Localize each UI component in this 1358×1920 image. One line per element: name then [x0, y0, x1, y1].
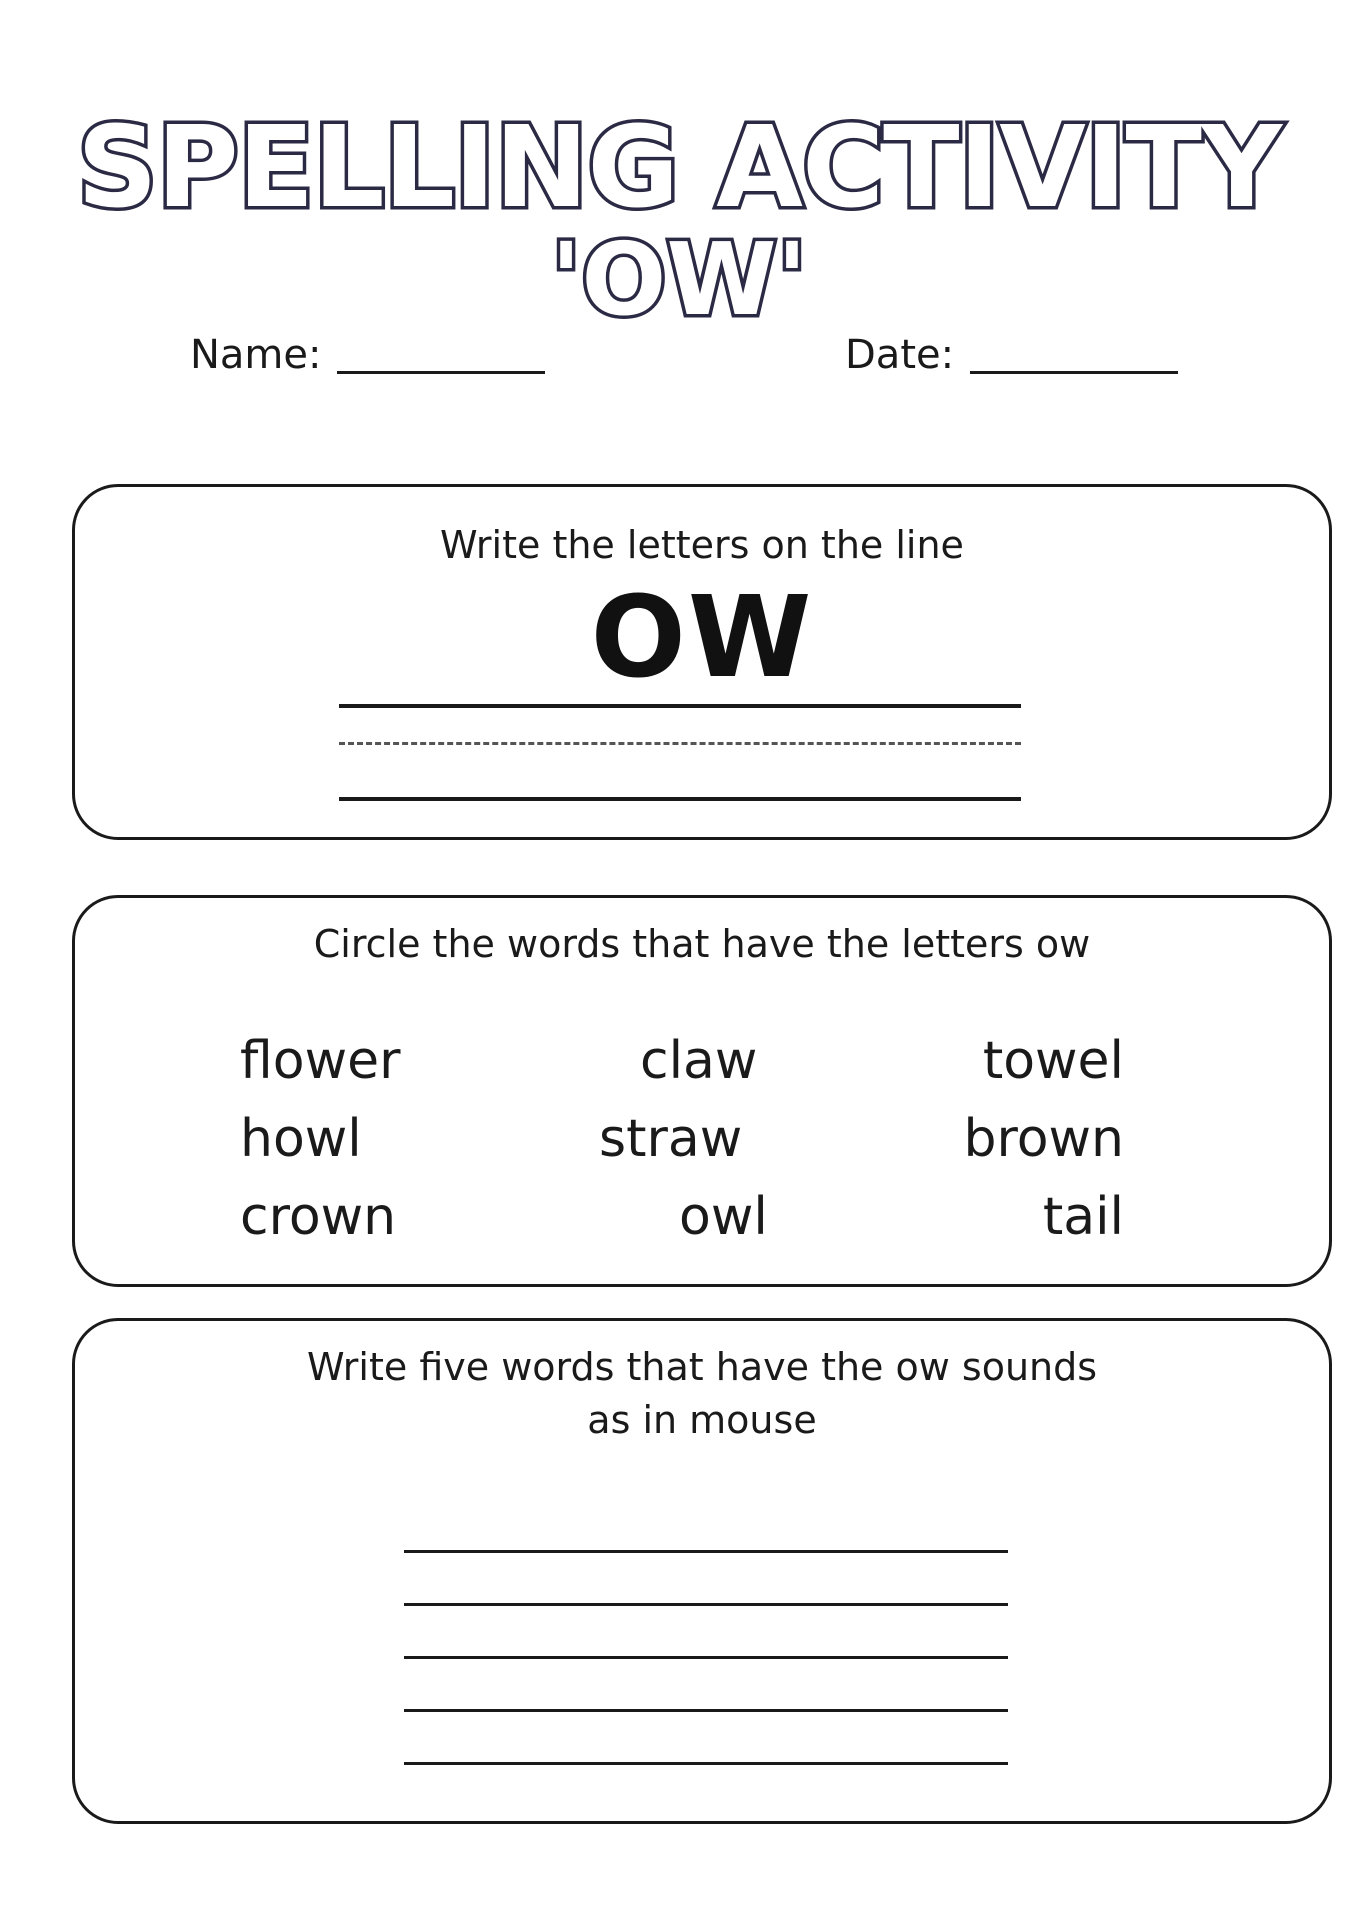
write-letters-instruction: Write the letters on the line: [440, 523, 964, 567]
name-field[interactable]: [190, 332, 545, 378]
word-option[interactable]: crown: [240, 1187, 397, 1247]
answer-line[interactable]: [404, 1550, 1008, 1553]
circle-words-section: [72, 895, 1332, 1287]
ow-letters-display: OW: [590, 573, 814, 703]
answer-line[interactable]: [404, 1709, 1008, 1712]
answer-line[interactable]: [404, 1603, 1008, 1606]
writing-bottom-line[interactable]: [339, 797, 1021, 801]
write-words-section: [72, 1318, 1332, 1824]
word-option[interactable]: towel: [982, 1031, 1124, 1091]
date-blank-line[interactable]: [970, 341, 1178, 374]
answer-line[interactable]: [404, 1762, 1008, 1765]
writing-top-line[interactable]: [339, 704, 1021, 708]
write-words-instruction: [75, 1341, 1329, 1447]
answer-line[interactable]: [404, 1656, 1008, 1659]
word-option[interactable]: howl: [240, 1109, 362, 1169]
word-option[interactable]: flower: [240, 1031, 401, 1091]
word-option[interactable]: brown: [963, 1109, 1124, 1169]
name-blank-line[interactable]: [337, 341, 545, 374]
write-words-instruction-line1: Write five words that have the ow sounds: [306, 1345, 1098, 1389]
circle-words-instruction: Circle the words that have the letters ow: [313, 922, 1091, 966]
date-field[interactable]: [845, 332, 1178, 378]
worksheet-subtitle: 'OW': [550, 221, 808, 338]
worksheet-title: SPELLING ACTIVITY: [76, 103, 1282, 233]
word-option[interactable]: tail: [1042, 1187, 1124, 1247]
date-label: Date:: [845, 332, 955, 378]
word-option[interactable]: owl: [679, 1187, 768, 1247]
write-letters-section: [72, 484, 1332, 840]
word-option[interactable]: claw: [640, 1031, 758, 1091]
writing-middle-dashed-line[interactable]: [339, 742, 1021, 745]
write-words-instruction-line2: as in mouse: [587, 1398, 817, 1443]
word-option[interactable]: straw: [599, 1109, 743, 1169]
name-label: Name:: [190, 332, 322, 378]
